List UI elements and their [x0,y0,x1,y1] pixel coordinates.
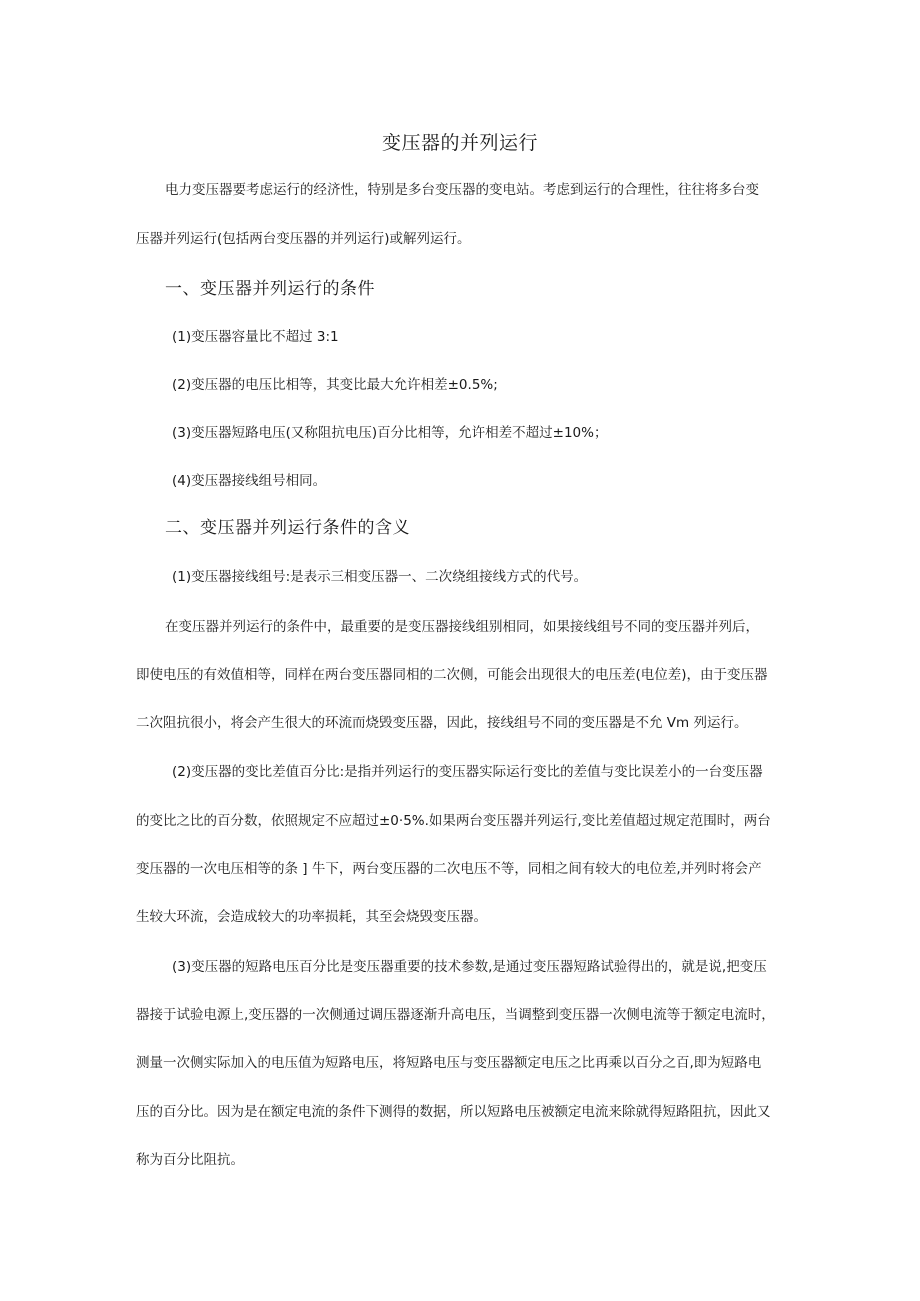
paragraph-4-line-5: 称为百分比阻抗。 [136,1152,244,1168]
section-2-heading: 二、变压器并列运行条件的含义 [165,518,410,538]
section-1-heading: 一、变压器并列运行的条件 [165,279,375,299]
paragraph-4-line-1: (3)变压器的短路电压百分比是变压器重要的技术参数,是通过变压器短路试验得出的，就是说,把变压 [172,959,767,975]
paragraph-1-line-1: (1)变压器接线组号:是表示三相变压器一、二次绕组接线方式的代号。 [172,569,588,585]
condition-item-2: (2)变压器的电压比相等，其变比最大允许相差±0.5%; [172,377,498,393]
condition-item-1: (1)变压器容量比不超过 3:1 [172,329,339,345]
paragraph-4-line-2: 器接于试验电源上,变压器的一次侧通过调压器逐渐升高电压，当调整到变压器一次侧电流等于额定电流时， [136,1007,775,1023]
condition-item-3: (3)变压器短路电压(又称阻抗电压)百分比相等，允许相差不超过±10%； [172,425,608,441]
paragraph-2-line-1: 在变压器并列运行的条件中，最重要的是变压器接线组别相同，如果接线组号不同的变压器并列后， [165,619,759,635]
page-title: 变压器的并列运行 [381,132,538,154]
intro-line-2: 压器并列运行(包括两台变压器的并列运行)或解列运行。 [136,231,471,247]
paragraph-4-line-4: 压的百分比。因为是在额定电流的条件下测得的数据，所以短路电压被额定电流来除就得短路阻抗，因此又 [136,1104,771,1120]
paragraph-2-line-2: 即使电压的有效值相等，同样在两台变压器同相的二次侧，可能会出现很大的电压差(电位差)，由于变压器 [136,667,768,683]
paragraph-3-line-3: 变压器的一次电压相等的条 ] 牛下，两台变压器的二次电压不等，同相之间有较大的电位差,并列时将会产 [136,861,762,877]
condition-item-4: (4)变压器接线组号相同。 [172,473,327,489]
paragraph-2-line-3: 二次阻抗很小，将会产生很大的环流而烧毁变压器，因此，接线组号不同的变压器是不允 Vm 列运行。 [136,715,748,731]
intro-line-1: 电力变压器要考虑运行的经济性，特别是多台变压器的变电站。考虑到运行的合理性，往往将多台变 [165,182,759,198]
paragraph-4-line-3: 测量一次侧实际加入的电压值为短路电压，将短路电压与变压器额定电压之比再乘以百分之百,即为短路电 [136,1055,762,1071]
paragraph-3-line-1: (2)变压器的变比差值百分比:是指并列运行的变压器实际运行变比的差值与变比误差小的一台变压器 [172,764,763,780]
paragraph-3-line-2: 的变比之比的百分数，依照规定不应超过±0·5%.如果两台变压器并列运行,变比差值超过规定范围时，两台 [136,813,771,829]
paragraph-3-line-4: 生较大环流，会造成较大的功率损耗，其至会烧毁变压器。 [136,909,487,925]
